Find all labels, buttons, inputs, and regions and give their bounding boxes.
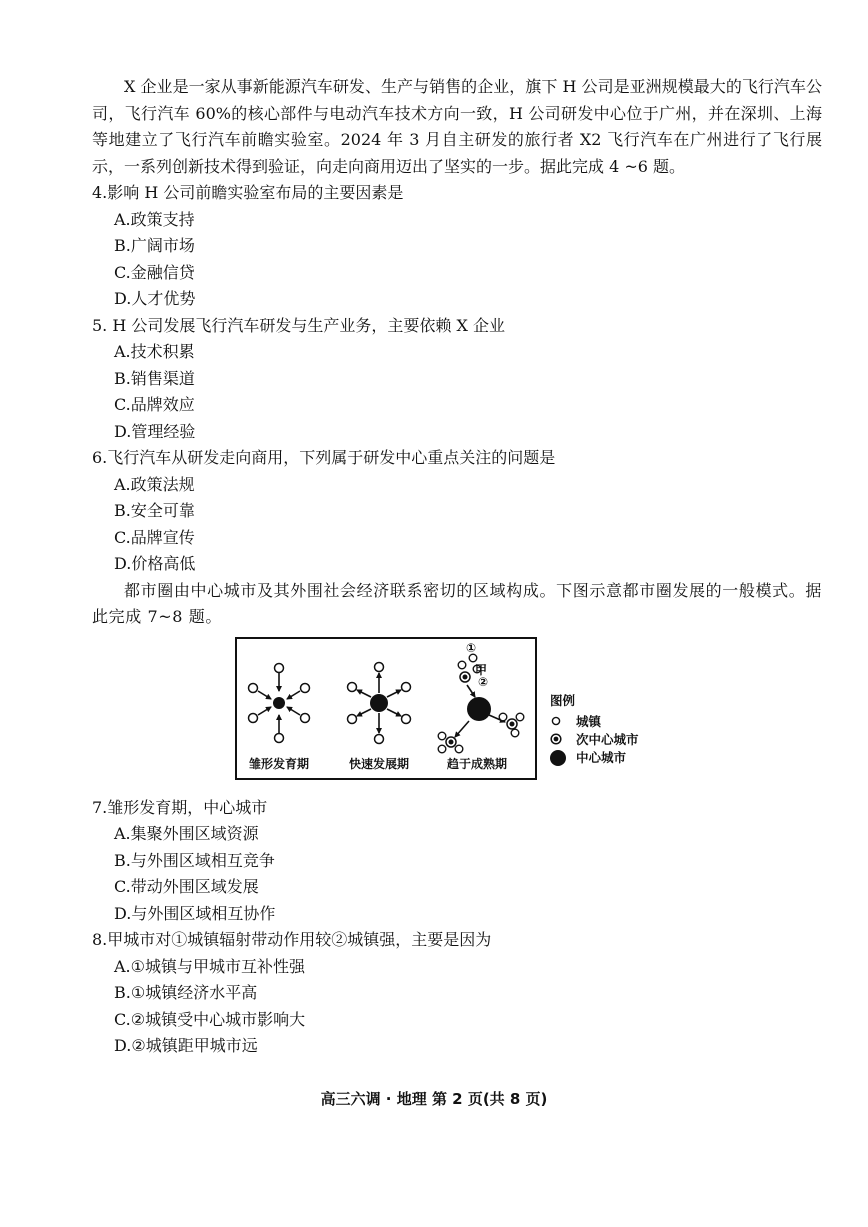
question-7-option-b: B.与外围区域相互竞争 — [114, 850, 275, 870]
page-footer: 高三六调 · 地理 第 2 页(共 8 页) — [320, 1090, 548, 1108]
label-town-2: ② — [478, 674, 489, 689]
question-5-stem: 5. H 公司发展飞行汽车研发与生产业务，主要依赖 X 企业 — [92, 315, 505, 335]
legend-label-town: 城镇 — [576, 713, 602, 729]
figure-area — [92, 635, 822, 795]
intro-passage-2: 都市圈由中心城市及其外围社会经济联系密切的区域构成。下图示意都市圈发展的一般模式。据此完成 7~8 题。 — [92, 580, 822, 626]
label-town-1: ① — [466, 640, 477, 655]
question-4-option-c: C.金融信贷 — [114, 262, 195, 282]
center-city-large — [467, 697, 491, 721]
intro-passage-1: X 企业是一家从事新能源汽车研发、生产与销售的企业，旗下 H 公司是亚洲规模最大的飞行汽车公司，飞行汽车 60%的核心部件与电动汽车技术方向一致，H 公司研发中心位于广州，并在深圳、上海等地建立了飞行汽车前瞻实验室。2024 年 3 月自主研发的旅行者 X2 飞行汽车在广州进行了飞行展示，一系列创新技术得到验证，向走向商用迈出了坚实的一步。据此完成 4 ~6 题。 — [92, 77, 822, 176]
question-8-stem: 8.甲城市对①城镇辐射带动作用较②城镇强，主要是因为 — [92, 930, 492, 949]
question-7 — [92, 795, 822, 928]
question-6-option-c: C.品牌宣传 — [114, 527, 195, 547]
question-8 — [92, 927, 822, 1060]
exam-page — [92, 74, 822, 1060]
question-8-option-b: B.①城镇经济水平高 — [114, 983, 258, 1002]
caption-stage-2: 快速发展期 — [349, 756, 410, 771]
question-6-option-b: B.安全可靠 — [114, 501, 195, 520]
legend-item-center — [550, 748, 639, 766]
question-7-option-d: D.与外围区域相互协作 — [114, 903, 276, 923]
legend-item-town — [550, 712, 639, 730]
center-city-symbol-icon — [550, 749, 576, 765]
subcenter-symbol-icon — [550, 731, 576, 747]
question-6-option-a: A.政策法规 — [114, 474, 195, 494]
question-5-option-a: A.技术积累 — [114, 342, 195, 361]
question-4 — [92, 180, 822, 313]
stage-1-diagram — [249, 663, 310, 742]
legend-label-center: 中心城市 — [576, 749, 627, 765]
question-5 — [92, 313, 822, 446]
caption-stage-1: 雏形发育期 — [249, 756, 310, 771]
question-8-option-c: C.②城镇受中心城市影响大 — [114, 1009, 306, 1029]
question-5-option-c: C.品牌效应 — [114, 395, 195, 414]
diagram-legend — [550, 691, 639, 766]
question-7-option-c: C.带动外围区域发展 — [114, 877, 259, 896]
metropolitan-model-diagram — [235, 637, 537, 780]
center-city-medium — [370, 694, 388, 712]
question-4-option-d: D.人才优势 — [114, 289, 196, 308]
center-city-small — [273, 697, 285, 709]
question-4-option-a: A.政策支持 — [114, 209, 195, 229]
question-6 — [92, 445, 822, 578]
legend-title: 图例 — [550, 692, 576, 708]
caption-stage-3: 趋于成熟期 — [447, 756, 508, 771]
question-5-option-b: B.销售渠道 — [114, 368, 195, 388]
legend-item-subcenter — [550, 730, 639, 748]
question-5-option-d: D.管理经验 — [114, 421, 196, 441]
label-city-jia: 甲 — [475, 662, 488, 677]
legend-label-subcenter: 次中心城市 — [576, 731, 639, 747]
question-7-option-a: A.集聚外围区域资源 — [114, 824, 259, 843]
stage-2-diagram — [348, 662, 411, 743]
question-8-option-d: D.②城镇距甲城市远 — [114, 1036, 258, 1055]
question-4-stem: 4.影响 H 公司前瞻实验室布局的主要因素是 — [92, 183, 404, 202]
question-4-option-b: B.广阔市场 — [114, 236, 195, 255]
town-symbol-icon — [550, 713, 576, 729]
question-8-option-a: A.①城镇与甲城市互补性强 — [114, 956, 305, 976]
question-7-stem: 7.雏形发育期，中心城市 — [92, 797, 268, 817]
question-6-stem: 6.飞行汽车从研发走向商用，下列属于研发中心重点关注的问题是 — [92, 448, 556, 467]
question-6-option-d: D.价格高低 — [114, 554, 196, 573]
